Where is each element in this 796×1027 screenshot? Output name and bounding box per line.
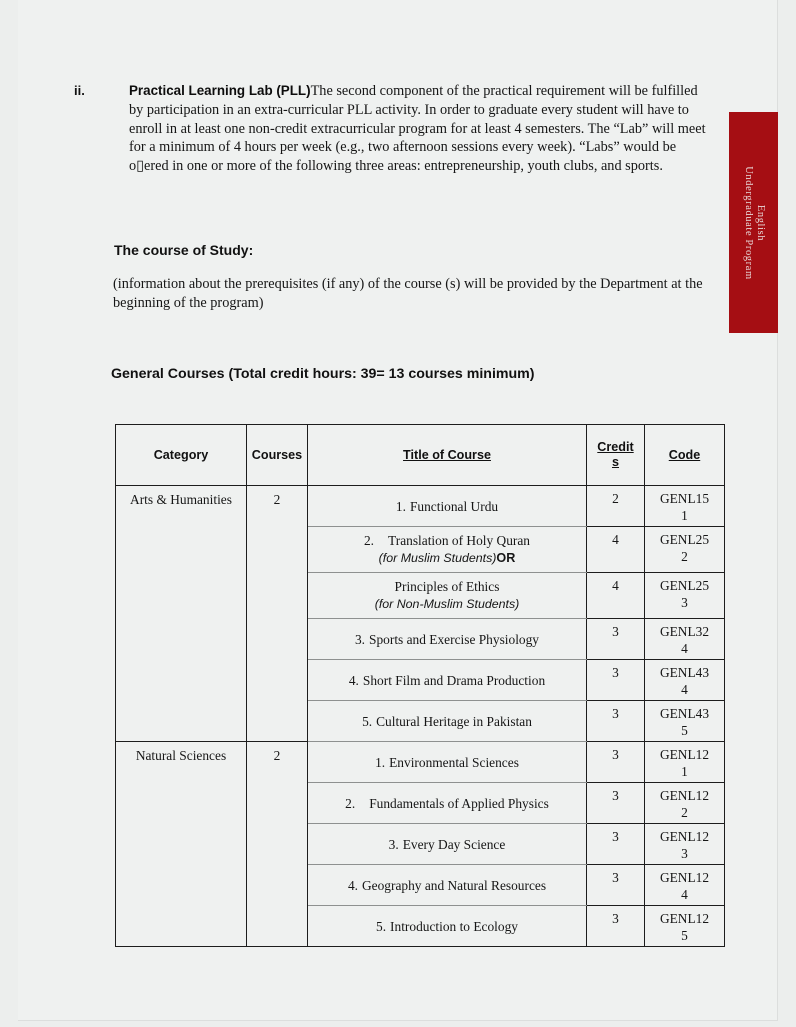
cell-credits: 3 <box>587 742 645 783</box>
course-title-or: OR <box>496 551 516 565</box>
course-title-number: 4. <box>347 877 358 893</box>
document-page <box>18 0 778 1021</box>
course-code-part2: 1 <box>681 508 688 523</box>
course-title-number: 3. <box>354 631 366 647</box>
cell-credits: 3 <box>587 783 645 824</box>
course-title-subnote: (for Muslim Students) <box>378 551 497 565</box>
cell-course-title <box>308 742 587 783</box>
side-tab-banner <box>729 112 778 333</box>
course-title-main: 1. Functional Urdu <box>395 498 499 514</box>
cell-course-code <box>645 742 725 783</box>
course-code-part1: GENL12 <box>659 788 710 803</box>
cell-course-title <box>308 660 587 701</box>
course-code-part1: GENL43 <box>659 706 710 721</box>
course-title-main: 4. Short Film and Drama Production <box>348 672 546 688</box>
cell-course-title <box>308 527 587 573</box>
paragraph-body <box>129 82 714 176</box>
course-code-part2: 3 <box>681 595 688 610</box>
cell-course-title <box>308 619 587 660</box>
col-header-title <box>308 425 587 486</box>
cell-course-title <box>308 701 587 742</box>
cell-credits: 4 <box>587 527 645 573</box>
course-title-number: 1. <box>395 498 406 514</box>
course-code-part1: GENL25 <box>659 532 710 547</box>
col-header-code-label: Code <box>668 448 701 462</box>
course-code-part1: GENL12 <box>659 829 710 844</box>
cell-courses-count: 2 <box>247 486 308 742</box>
cell-credits: 3 <box>587 701 645 742</box>
cell-credits: 4 <box>587 573 645 619</box>
course-title-main: 3. Sports and Exercise Physiology <box>354 631 540 647</box>
course-title-main: 5. Cultural Heritage in Pakistan <box>362 713 532 729</box>
course-code-part1: GENL12 <box>659 911 710 926</box>
course-title-main: 2. Fundamentals of Applied Physics <box>345 795 549 811</box>
table-row <box>116 486 725 527</box>
course-title-main: 2. Translation of Holy Quran <box>363 533 530 548</box>
course-code-part2: 1 <box>681 764 688 779</box>
course-code-part1: GENL12 <box>659 747 710 762</box>
col-header-credits <box>587 425 645 486</box>
course-code-part1: GENL15 <box>659 491 710 506</box>
course-code-part2: 5 <box>681 928 688 943</box>
col-header-code <box>645 425 725 486</box>
course-title-number: 2. <box>363 533 375 548</box>
cell-course-title <box>308 865 587 906</box>
course-code-part2: 2 <box>681 805 688 820</box>
cell-credits: 3 <box>587 865 645 906</box>
col-header-category <box>116 425 247 486</box>
course-title-number: 5. <box>376 918 387 934</box>
col-header-category-label: Category <box>153 448 209 462</box>
course-code-part2: 3 <box>681 846 688 861</box>
cell-credits: 3 <box>587 824 645 865</box>
cell-credits: 3 <box>587 660 645 701</box>
cell-credits: 3 <box>587 906 645 947</box>
course-of-study-heading: The course of Study: <box>114 242 254 258</box>
cell-course-title <box>308 486 587 527</box>
course-title-main: 3. Every Day Science <box>388 836 506 852</box>
course-title-subnote: (for Non-Muslim Students) <box>374 597 520 611</box>
course-code-part1: GENL25 <box>659 578 710 593</box>
cell-course-code <box>645 573 725 619</box>
cell-course-code <box>645 660 725 701</box>
cell-course-code <box>645 865 725 906</box>
cell-course-title <box>308 824 587 865</box>
cell-course-code <box>645 701 725 742</box>
course-code-part2: 4 <box>681 887 688 902</box>
table-header <box>116 425 725 486</box>
col-header-credits-line1: Credit <box>597 440 634 454</box>
course-title-number: 5. <box>362 713 373 729</box>
col-header-courses-label: Courses <box>251 448 303 462</box>
cell-course-title <box>308 906 587 947</box>
course-title-main: 4. Geography and Natural Resources <box>347 877 547 893</box>
table-body <box>116 486 725 947</box>
course-title-number: 3. <box>388 836 399 852</box>
col-header-credits-line2: s <box>611 455 619 469</box>
cell-course-title <box>308 783 587 824</box>
cell-category: Arts & Humanities <box>116 486 247 742</box>
general-courses-table <box>115 424 725 947</box>
numbered-item-ii <box>74 82 714 176</box>
cell-courses-count: 2 <box>247 742 308 947</box>
cell-category: Natural Sciences <box>116 742 247 947</box>
general-courses-heading: General Courses (Total credit hours: 39= 13 courses minimum) <box>111 366 535 382</box>
course-code-part2: 4 <box>681 682 688 697</box>
cell-course-title <box>308 573 587 619</box>
side-tab-line-1: English <box>754 204 766 241</box>
table-header-row <box>116 425 725 486</box>
cell-course-code <box>645 486 725 527</box>
course-code-part2: 4 <box>681 641 688 656</box>
table-row <box>116 742 725 783</box>
paragraph-text: The second component of the practical requirement will be fulfilled by participation in an extra-curricular PLL activity. In order to graduate every student will have to enroll in at least one non-credit extracurricular program for at least 4 semesters. The “Lab” will meet for a minimum of 4 hours per week (e.g., two afternoon sessions every week). “Labs” would be o▯ered in one or more of the following three areas: entrepreneurship, youth clubs, and sports. <box>129 83 706 175</box>
course-title-main: Principles of Ethics <box>394 579 500 594</box>
course-code-part1: GENL12 <box>659 870 710 885</box>
cell-course-code <box>645 783 725 824</box>
course-title-subnote-line <box>314 595 580 613</box>
course-title-number: 1. <box>375 754 386 770</box>
course-title-main: 1. Environmental Sciences <box>375 754 519 770</box>
paragraph-lead-bold: Practical Learning Lab (PLL) <box>129 83 311 98</box>
col-header-courses <box>247 425 308 486</box>
course-code-part1: GENL43 <box>659 665 710 680</box>
cell-credits: 3 <box>587 619 645 660</box>
course-code-part2: 5 <box>681 723 688 738</box>
cell-credits: 2 <box>587 486 645 527</box>
course-code-part2: 2 <box>681 549 688 564</box>
cell-course-code <box>645 619 725 660</box>
cell-course-code <box>645 824 725 865</box>
side-tab-line-2: Undergraduate Program <box>742 165 754 280</box>
side-tab-text <box>742 112 766 333</box>
course-title-number: 4. <box>348 672 359 688</box>
list-marker: ii. <box>74 83 85 98</box>
course-code-part1: GENL32 <box>659 624 710 639</box>
course-of-study-note: (information about the prerequisites (if any) of the course (s) will be provided by the Department at the beginning of the program) <box>113 276 703 311</box>
cell-course-code <box>645 527 725 573</box>
course-title-number: 2. <box>345 795 356 811</box>
col-header-title-label: Title of Course <box>403 448 491 462</box>
course-title-main: 5. Introduction to Ecology <box>376 918 518 934</box>
cell-course-code <box>645 906 725 947</box>
course-title-subnote-line <box>314 549 580 567</box>
